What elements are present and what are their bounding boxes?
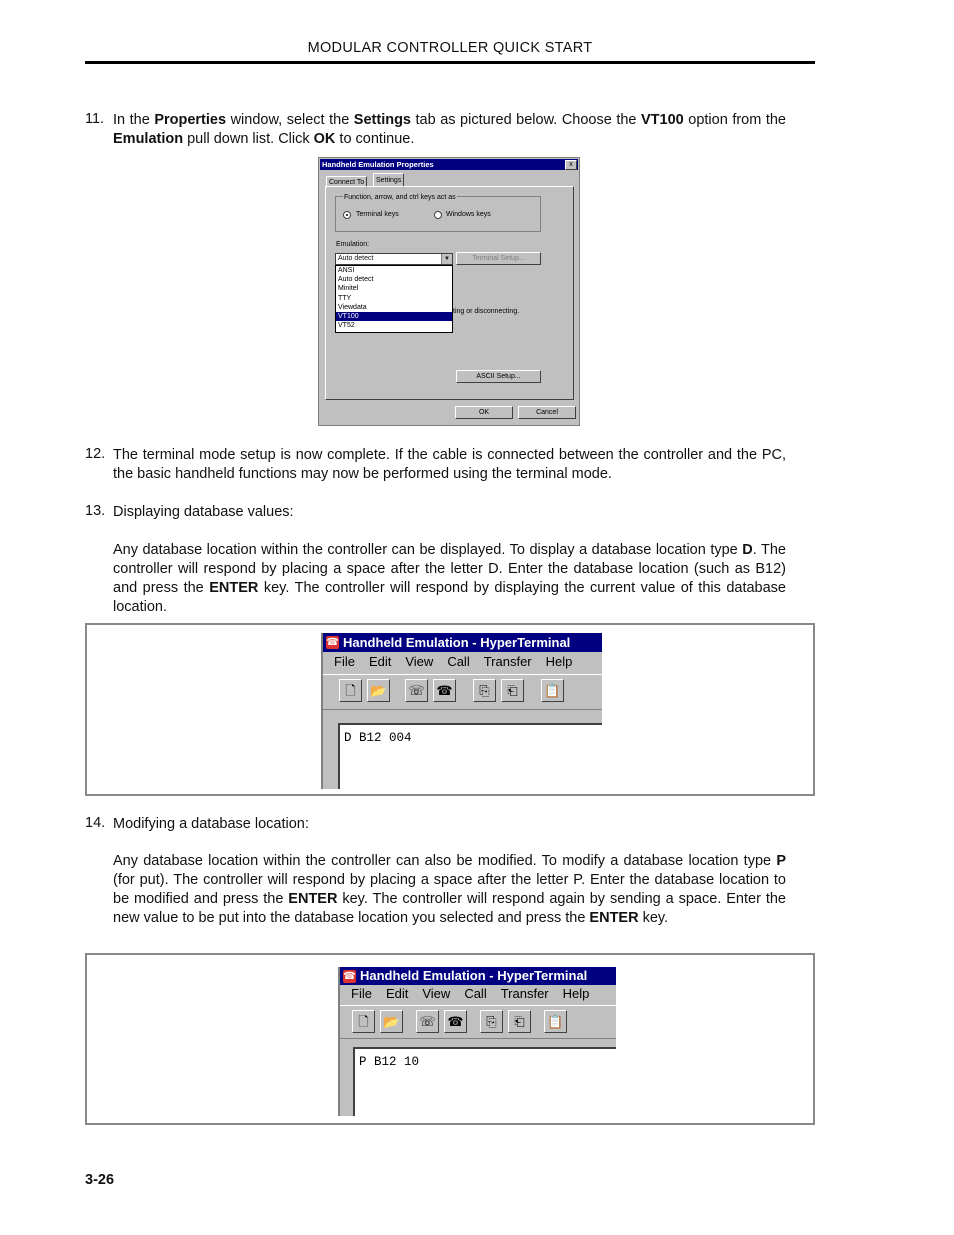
menu-bar: [323, 652, 602, 672]
menu-transfer[interactable]: Transfer: [500, 986, 549, 1001]
properties-icon[interactable]: 📋: [544, 1010, 567, 1033]
toolbar: [323, 674, 602, 710]
menu-call[interactable]: Call: [447, 654, 470, 669]
emulation-dropdown-list: [335, 265, 453, 333]
menu-help[interactable]: Help: [562, 986, 590, 1001]
emulation-option[interactable]: Minitel: [338, 285, 359, 293]
connect-phone-icon[interactable]: ☏: [405, 679, 428, 702]
emulation-label: Emulation:: [336, 241, 370, 248]
menu-file[interactable]: File: [334, 654, 355, 669]
disconnect-phone-icon[interactable]: ☎: [433, 679, 456, 702]
emulation-option[interactable]: TTY: [338, 294, 352, 302]
terminal-area[interactable]: [353, 1047, 616, 1116]
ok-button[interactable]: OK: [455, 406, 513, 419]
windows-keys-label: Windows keys: [446, 211, 491, 218]
ascii-setup-button[interactable]: ASCII Setup...: [456, 370, 541, 383]
emulation-option[interactable]: Viewdata: [338, 303, 367, 311]
step-11-number: 11.: [85, 111, 105, 127]
partially-hidden-text: ting or disconnecting.: [453, 308, 520, 315]
menu-transfer[interactable]: Transfer: [483, 654, 532, 669]
chevron-down-icon[interactable]: ▼: [441, 254, 452, 264]
new-file-icon[interactable]: 🗋: [352, 1010, 375, 1033]
menu-file[interactable]: File: [351, 986, 372, 1001]
receive-file-icon[interactable]: ⎗: [501, 679, 524, 702]
open-folder-icon[interactable]: 📂: [367, 679, 390, 702]
toolbar: [340, 1005, 616, 1039]
step-13-number: 13.: [85, 503, 106, 519]
keys-group-label: Function, arrow, and ctrl keys act as: [344, 194, 456, 201]
emulation-option-selected[interactable]: VT100: [336, 312, 452, 321]
tab-connect-to[interactable]: Connect To: [326, 176, 367, 188]
hyperterminal-title: Handheld Emulation - HyperTerminal: [323, 633, 602, 652]
hyperterminal-app-icon: ☎: [326, 637, 339, 648]
header-rule: [85, 61, 815, 64]
open-folder-icon[interactable]: 📂: [380, 1010, 403, 1033]
terminal-keys-label: Terminal keys: [356, 211, 399, 218]
terminal-output: D B12 004: [344, 731, 412, 745]
tab-settings[interactable]: Settings: [373, 173, 404, 188]
terminal-output: P B12 10: [359, 1055, 420, 1069]
cancel-button[interactable]: Cancel: [518, 406, 576, 419]
properties-icon[interactable]: 📋: [541, 679, 564, 702]
menu-edit[interactable]: Edit: [385, 986, 409, 1001]
dialog-title: Handheld Emulation Properties: [320, 159, 578, 170]
step-14-number: 14.: [85, 815, 106, 831]
menu-bar: [340, 984, 616, 1004]
emulation-option[interactable]: Auto detect: [338, 276, 374, 284]
step-14-text: Any database location within the controller can also be modified. To modify a database location type P (for put). The controller will respond by placing a space after the letter P. Enter the database location to be modified and press the ENTER key. The controller will respond again by sending a space. Enter the new value to be put into the database location you selected and press the ENTER key.: [113, 853, 786, 926]
disconnect-phone-icon[interactable]: ☎: [444, 1010, 467, 1033]
send-file-icon[interactable]: ⎘: [473, 679, 496, 702]
new-file-icon[interactable]: 🗋: [339, 679, 362, 702]
dialog-close-button[interactable]: x: [565, 160, 577, 170]
receive-file-icon[interactable]: ⎗: [508, 1010, 531, 1033]
emulation-select-value: Auto detect: [338, 255, 374, 262]
menu-call[interactable]: Call: [464, 986, 487, 1001]
terminal-keys-radio[interactable]: [343, 211, 351, 219]
hyperterminal-window-modify: [338, 967, 616, 1116]
menu-view[interactable]: View: [422, 986, 451, 1001]
step-12-number: 12.: [85, 446, 106, 462]
step-13-heading: Displaying database values:: [113, 504, 294, 520]
send-file-icon[interactable]: ⎘: [480, 1010, 503, 1033]
running-header: MODULAR CONTROLLER QUICK START: [307, 40, 593, 56]
hyperterminal-title: Handheld Emulation - HyperTerminal: [340, 967, 616, 985]
step-14-heading: Modifying a database location:: [113, 816, 309, 832]
page-number: 3-26: [85, 1172, 115, 1188]
hyperterminal-window-display: [321, 633, 602, 789]
menu-edit[interactable]: Edit: [368, 654, 392, 669]
emulation-option[interactable]: VT52: [338, 322, 355, 330]
connect-phone-icon[interactable]: ☏: [416, 1010, 439, 1033]
emulation-option[interactable]: ANSI: [338, 267, 355, 274]
terminal-area[interactable]: [338, 723, 602, 789]
step-12-text: The terminal mode setup is now complete. If the cable is connected between the controller and the PC, the basic handheld functions may now be performed using the terminal mode.: [113, 447, 786, 482]
step-13-text: Any database location within the controller can be displayed. To display a database location type D. The controller will respond by placing a space after the letter D. Enter the database location (such as B12) and press the ENTER key. The controller will respond by displaying the current value of this database location.: [113, 542, 786, 615]
emulation-select[interactable]: [335, 253, 453, 265]
step-11-text: In the Properties window, select the Settings tab as pictured below. Choose the VT100 option from the Emulation pull down list. Click OK to continue.: [113, 112, 786, 147]
windows-keys-radio[interactable]: [434, 211, 442, 219]
hyperterminal-app-icon: ☎: [343, 971, 356, 982]
menu-help[interactable]: Help: [545, 654, 573, 669]
terminal-setup-button[interactable]: Terminal Setup...: [456, 252, 541, 265]
menu-view[interactable]: View: [405, 654, 434, 669]
